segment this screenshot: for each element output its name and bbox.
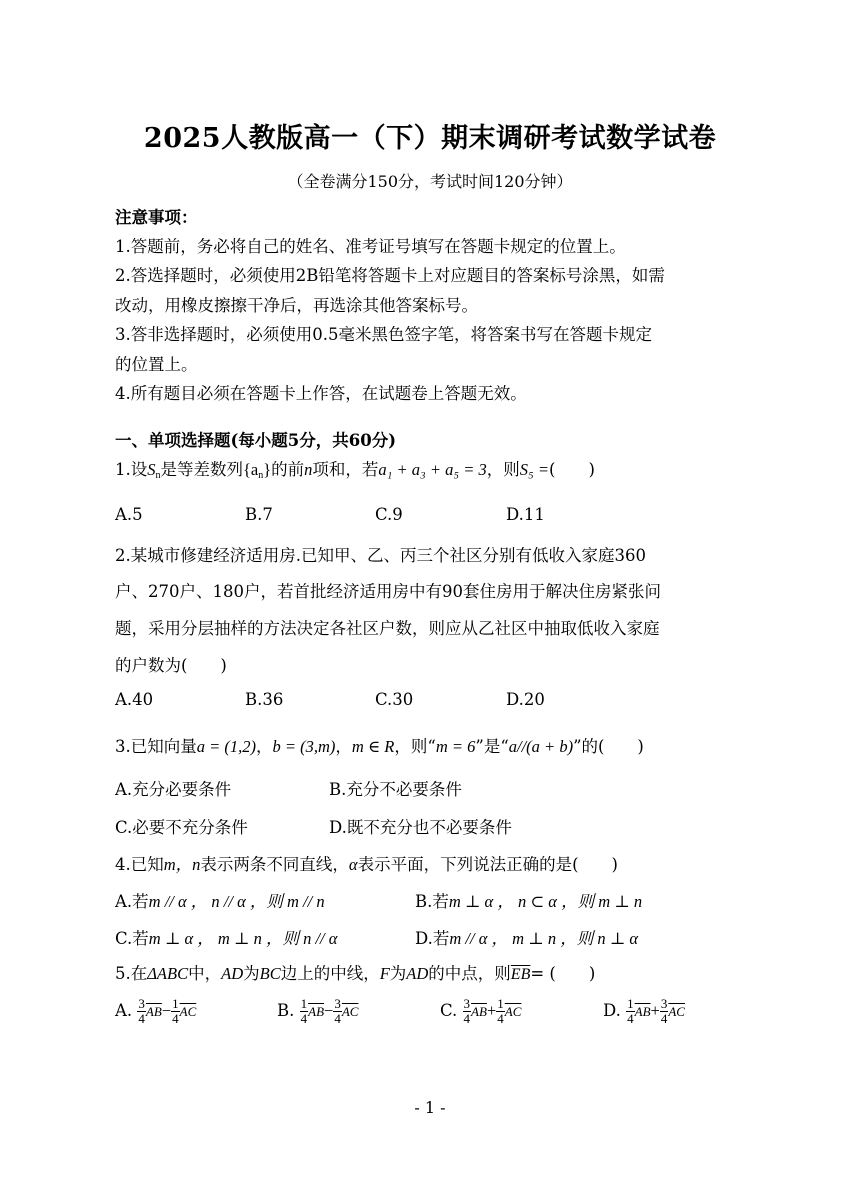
notice-item: 2.答选择题时，必须使用2B铅笔将答题卡上对应题目的答案标号涂黑，如需 [115, 266, 665, 285]
vector-ac: $\overline{AC}$ [504, 1004, 522, 1019]
fraction-denominator: 4 [497, 1011, 504, 1026]
q5-vector-eb: $\overline{EB}$ [510, 966, 531, 983]
q5-option [603, 997, 685, 1026]
q3-vector-a: a = (1,2) [196, 737, 256, 756]
q3-text: ”的( ) [573, 737, 644, 756]
page-title: 2025人教版高一（下）期末调研考试数学试卷 [143, 123, 717, 154]
q4-text: 表示两条不同直线， [200, 855, 349, 874]
q1-option: A.5 [115, 505, 143, 524]
q4-option-expr: m // α ， n // α ，则 m // n [148, 892, 325, 911]
fraction-numerator: 3 [660, 996, 668, 1011]
q5-text: 为 [243, 964, 260, 983]
q1-text: 是等差数列 [160, 460, 243, 479]
fraction-denominator: 4 [334, 1011, 341, 1026]
q5-triangle: ΔABC [147, 964, 189, 983]
question-3 [115, 733, 644, 757]
q4-option-label: C.若 [115, 929, 149, 948]
q1-sn-sub: n [155, 470, 161, 481]
fraction-denominator: 4 [138, 1011, 145, 1026]
fraction-numerator: 1 [172, 996, 179, 1011]
q3-vector-b: b = (3,m) [272, 737, 336, 756]
q5-text: = ( ) [530, 964, 596, 983]
q3-text: ”是“ [475, 737, 509, 756]
q5-text: 为 [389, 964, 407, 983]
fraction-denominator: 4 [660, 1011, 668, 1026]
fraction [137, 997, 146, 1026]
question-5 [115, 960, 595, 984]
vector-ac: $\overline{AC}$ [179, 1004, 197, 1019]
q3-m: m ∈ R [351, 737, 395, 756]
vector-ab: $\overline{AB}$ [308, 1004, 325, 1019]
q1-text: 的前 [271, 460, 305, 479]
vector-ac: $\overline{AC}$ [668, 1004, 685, 1019]
question-4 [115, 851, 618, 875]
q3-text: ，则“ [394, 737, 436, 756]
q1-option: C.9 [375, 505, 403, 524]
q1-n: n [304, 460, 313, 479]
q5-ad2: AD [406, 964, 429, 983]
section-heading: 一、单项选择题(每小题5分，共60分) [115, 431, 397, 450]
fraction-denominator: 4 [627, 1011, 634, 1026]
fraction [496, 997, 505, 1026]
vector-ab: $\overline{AB}$ [471, 1004, 487, 1019]
fraction [300, 997, 309, 1026]
notice-item: 1.答题前，务必将自己的姓名、准考证号填写在答题卡规定的位置上。 [115, 237, 626, 256]
q4-option [415, 888, 642, 912]
q1-text: 1.设 [115, 460, 148, 479]
fraction-denominator: 4 [172, 1011, 179, 1026]
q4-option [415, 925, 638, 949]
q3-option: D.既不充分也不必要条件 [329, 818, 512, 837]
q3-cond1: m = 6 [435, 737, 476, 756]
page-number: - 1 - [414, 1098, 446, 1117]
fraction-numerator: 3 [334, 996, 341, 1011]
q5-option [115, 997, 196, 1026]
q1-s5: S₅ = [519, 460, 550, 479]
q4-option-expr: m ⊥ α ， n ⊂ α ，则 m ⊥ n [448, 892, 643, 911]
q5-text: 边上的中线， [280, 964, 380, 983]
fraction [626, 997, 635, 1026]
q2-option: B.36 [245, 690, 284, 709]
q3-text: 3.已知向量 [115, 737, 197, 756]
q3-cond2: a//(a + b) [508, 737, 574, 756]
q1-condition: a₁ + a₃ + a₅ = 3 [378, 460, 487, 479]
q4-option-label: D.若 [415, 929, 450, 948]
exam-subtitle: （全卷满分150分，考试时间120分钟） [287, 172, 573, 191]
q5-option-label: C. [440, 1001, 458, 1020]
q1-an-end: } [263, 460, 272, 479]
q4-option-label: B.若 [415, 892, 449, 911]
question-2-line: 2.某城市修建经济适用房.已知甲、乙、丙三个社区分别有低收入家庭360 [115, 546, 646, 565]
q5-option [440, 997, 521, 1026]
q5-option-label: D. [603, 1001, 621, 1020]
notice-item: 4.所有题目必须在答题卡上作答，在试题卷上答题无效。 [115, 384, 527, 403]
q4-text: 4.已知 [115, 855, 164, 874]
q1-an-sub: n [258, 470, 264, 481]
vector-ac: $\overline{AC}$ [341, 1004, 359, 1019]
question-2-line: 题，采用分层抽样的方法决定各社区户数，则应从乙社区中抽取低收入家庭 [115, 619, 660, 638]
vector-ab: $\overline{AB}$ [145, 1004, 162, 1019]
fraction-numerator: 1 [300, 996, 308, 1011]
notice-item: 3.答非选择题时，必须使用0.5毫米黑色签字笔，将答案书写在答题卡规定 [115, 325, 652, 344]
q5-option-label: B. [277, 1001, 295, 1020]
operator: − [324, 1001, 334, 1020]
q5-option [277, 997, 358, 1026]
q1-option: D.11 [506, 505, 545, 524]
fraction [171, 997, 180, 1026]
q5-text: 5.在 [115, 964, 148, 983]
q2-option: A.40 [115, 690, 154, 709]
notice-heading: 注意事项： [115, 208, 198, 227]
q5-bc: BC [259, 964, 281, 983]
fraction-numerator: 1 [497, 996, 504, 1011]
question-2-line: 户、270户、180户，若首批经济适用房中有90套住房用于解决住房紧张问 [115, 582, 661, 601]
q1-text: 项和，若 [312, 460, 379, 479]
q1-sn: S [147, 460, 156, 479]
question-2-line: 的户数为( ) [115, 656, 227, 675]
q3-option: B.充分不必要条件 [329, 780, 462, 799]
vector-ab: $\overline{AB}$ [634, 1004, 651, 1019]
fraction [463, 997, 472, 1026]
q3-option: A.充分必要条件 [115, 780, 232, 799]
fraction [333, 997, 342, 1026]
q4-option-expr: m // α ， m ⊥ n ，则 n ⊥ α [449, 929, 638, 948]
q3-text: ， [256, 737, 273, 756]
question-1 [115, 456, 595, 481]
q1-option: B.7 [245, 505, 273, 524]
notice-item: 的位置上。 [115, 355, 198, 374]
q4-text: 表示平面，下列说法正确的是( ) [357, 855, 618, 874]
q3-option: C.必要不充分条件 [115, 818, 248, 837]
q1-text: ，则 [486, 460, 520, 479]
q5-ad: AD [221, 964, 244, 983]
q1-an: {a [243, 460, 259, 479]
q4-mn: m，n [163, 855, 201, 874]
fraction-denominator: 4 [463, 1011, 471, 1026]
notice-item: 改动，用橡皮擦擦干净后，再选涂其他答案标号。 [115, 296, 478, 315]
q5-text: 的中点，则 [428, 964, 511, 983]
q2-option: C.30 [375, 690, 414, 709]
q2-option: D.20 [506, 690, 545, 709]
q5-text: 中， [188, 964, 222, 983]
q4-alpha: α [348, 855, 358, 874]
q4-option-label: A.若 [115, 892, 149, 911]
operator: + [486, 1001, 497, 1020]
q4-option [115, 925, 337, 949]
fraction-numerator: 1 [627, 996, 634, 1011]
q5-f: F [379, 964, 390, 983]
q4-option [115, 888, 325, 912]
operator: − [161, 1001, 172, 1020]
q3-text: ， [335, 737, 352, 756]
fraction-denominator: 4 [300, 1011, 308, 1026]
operator: + [650, 1001, 660, 1020]
q5-option-label: A. [115, 1001, 133, 1020]
fraction-numerator: 3 [463, 996, 471, 1011]
fraction-numerator: 3 [138, 996, 145, 1011]
q1-text: ( ) [549, 460, 595, 479]
q4-option-expr: m ⊥ α ， m ⊥ n ，则 n // α [148, 929, 338, 948]
